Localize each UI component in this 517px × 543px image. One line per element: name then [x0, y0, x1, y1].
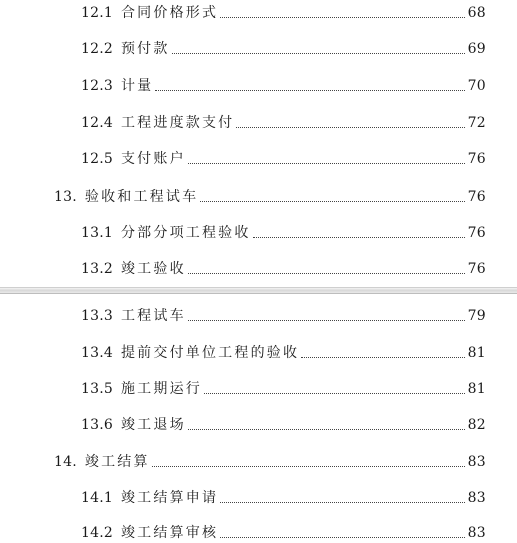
toc-entry[interactable]	[81, 256, 486, 278]
toc-entry[interactable]	[81, 412, 486, 434]
toc-dot-leader	[220, 502, 464, 503]
toc-entry-title: 合同价格形式	[120, 5, 219, 21]
toc-entry-page: 76	[467, 189, 486, 205]
toc-entry-page: 76	[467, 151, 486, 167]
toc-entry-page: 83	[467, 490, 486, 506]
toc-entry-title: 分部分项工程验收	[120, 225, 251, 241]
toc-dot-leader	[301, 357, 464, 358]
toc-dot-leader	[220, 537, 464, 538]
toc-entry-page: 76	[467, 225, 486, 241]
toc-entry-number: 13.5	[81, 381, 113, 397]
toc-dot-leader	[253, 237, 465, 238]
toc-entry-title: 验收和工程试车	[84, 189, 199, 205]
toc-entry-title: 竣工退场	[120, 417, 186, 433]
document-page-bottom	[0, 294, 517, 543]
toc-entry-number: 12.1	[81, 5, 113, 21]
toc-entry-page: 79	[467, 308, 486, 324]
toc-entry-number: 13.2	[81, 261, 113, 277]
toc-entry[interactable]	[81, 340, 486, 362]
toc-dot-leader	[188, 320, 465, 321]
toc-entry[interactable]	[81, 485, 486, 507]
toc-entry-number: 13.4	[81, 345, 113, 361]
toc-entry-title: 竣工结算审核	[120, 525, 219, 541]
toc-entry-chapter[interactable]	[54, 449, 486, 471]
toc-dot-leader	[220, 17, 464, 18]
toc-entry-title: 施工期运行	[120, 381, 202, 397]
toc-dot-leader	[152, 466, 465, 467]
toc-entry-page: 83	[467, 525, 486, 541]
toc-entry-page: 81	[467, 345, 486, 361]
toc-entry-page: 68	[467, 5, 486, 21]
toc-entry-chapter[interactable]	[54, 184, 486, 206]
toc-entry-title: 竣工结算申请	[120, 490, 219, 506]
toc-dot-leader	[204, 393, 465, 394]
toc-dot-leader	[188, 429, 465, 430]
toc-entry-number: 13.	[54, 189, 77, 205]
toc-entry-page: 83	[467, 454, 486, 470]
toc-entry-title: 计量	[120, 78, 154, 94]
toc-entry-page: 70	[467, 78, 486, 94]
toc-entry-title: 竣工验收	[120, 261, 186, 277]
toc-entry-number: 13.6	[81, 417, 113, 433]
toc-entry-title: 工程试车	[120, 308, 186, 324]
toc-entry-title: 工程进度款支付	[120, 115, 235, 131]
toc-entry[interactable]	[81, 303, 486, 325]
toc-entry-page: 82	[467, 417, 486, 433]
toc-entry[interactable]	[81, 146, 486, 168]
toc-dot-leader	[155, 90, 464, 91]
toc-entry[interactable]	[81, 0, 486, 22]
toc-entry-number: 13.1	[81, 225, 113, 241]
toc-entry-title: 预付款	[120, 41, 170, 57]
toc-dot-leader	[188, 273, 465, 274]
toc-entry-title: 提前交付单位工程的验收	[120, 345, 300, 361]
toc-entry-number: 12.4	[81, 115, 113, 131]
toc-entry[interactable]	[81, 110, 486, 132]
toc-entry[interactable]	[81, 220, 486, 242]
page-break-divider	[0, 287, 517, 294]
toc-entry-number: 14.	[54, 454, 77, 470]
toc-entry-page: 76	[467, 261, 486, 277]
toc-entry-page: 69	[467, 41, 486, 57]
toc-entry-number: 14.1	[81, 490, 113, 506]
toc-entry[interactable]	[81, 376, 486, 398]
toc-entry-number: 14.2	[81, 525, 113, 541]
toc-entry[interactable]	[81, 36, 486, 58]
toc-entry-title: 竣工结算	[84, 454, 150, 470]
toc-entry[interactable]	[81, 520, 486, 542]
toc-entry[interactable]	[81, 73, 486, 95]
toc-dot-leader	[188, 163, 465, 164]
toc-entry-title: 支付账户	[120, 151, 186, 167]
toc-entry-page: 81	[467, 381, 486, 397]
toc-entry-number: 12.5	[81, 151, 113, 167]
toc-dot-leader	[236, 127, 464, 128]
toc-entry-page: 72	[467, 115, 486, 131]
toc-entry-number: 13.3	[81, 308, 113, 324]
toc-entry-number: 12.2	[81, 41, 113, 57]
toc-dot-leader	[172, 53, 465, 54]
toc-dot-leader	[200, 201, 464, 202]
toc-entry-number: 12.3	[81, 78, 113, 94]
